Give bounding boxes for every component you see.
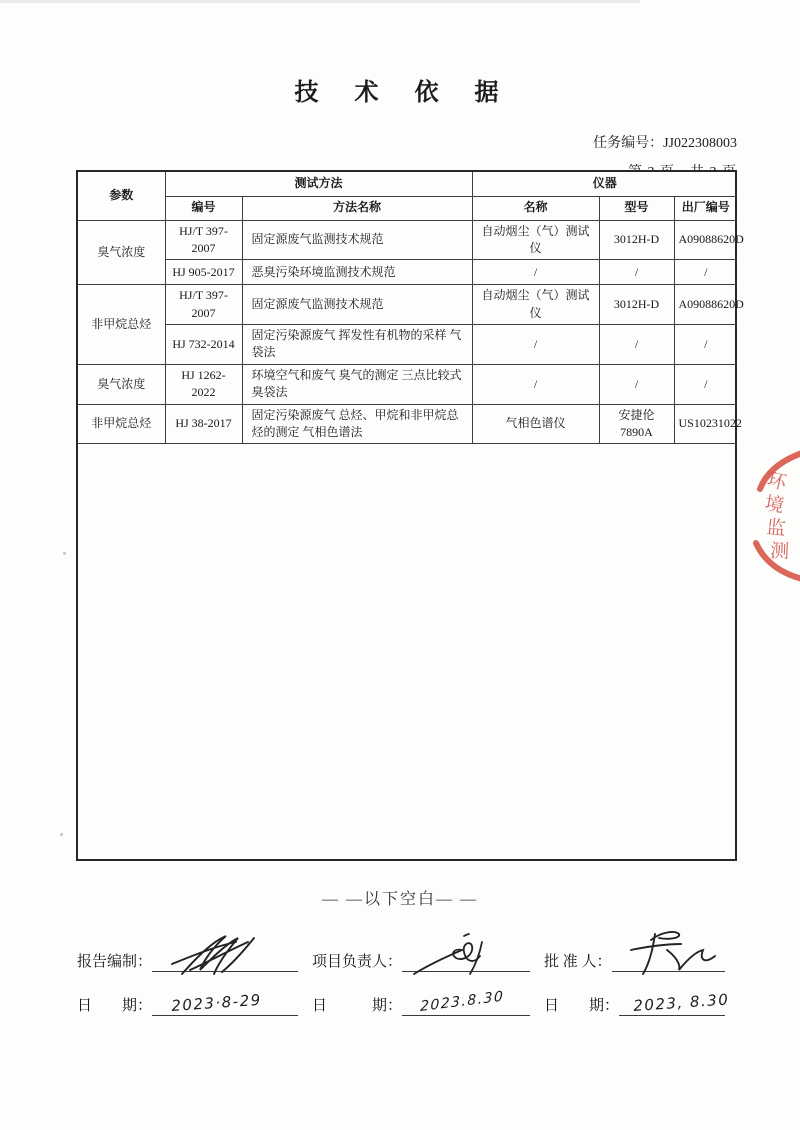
- inst-name-cell: 气相色谱仪: [472, 404, 599, 444]
- handwritten-date: 2023, 8.30: [632, 990, 730, 1015]
- handwritten-date: 2023·8-29: [171, 990, 263, 1015]
- method-no-cell: HJ/T 397-2007: [165, 285, 242, 325]
- date-label: 日 期：: [77, 998, 153, 1014]
- signature-area: [77, 944, 739, 1016]
- project-lead-label: 项目负责人：: [312, 954, 403, 970]
- inst-model-cell: 3012H-D: [599, 220, 674, 260]
- handwritten-signature: [621, 930, 725, 978]
- col-header-inst-model: 型号: [599, 196, 674, 220]
- inst-model-cell: 安捷伦 7890A: [599, 404, 674, 444]
- sign-block-approver: [544, 944, 739, 1016]
- inst-model-cell: /: [599, 260, 674, 285]
- col-header-parameter: 参数: [78, 172, 165, 220]
- method-no-cell: HJ/T 397-2007: [165, 220, 242, 260]
- table-row: [78, 364, 737, 404]
- report-writer-signature-line: [152, 944, 298, 972]
- approver-label: 批 准 人：: [544, 954, 612, 970]
- method-no-cell: HJ 38-2017: [165, 404, 242, 444]
- inst-model-cell: /: [599, 364, 674, 404]
- below-blank-note: — —以下空白— —: [321, 891, 478, 908]
- task-number-label: 任务编号：: [593, 136, 664, 151]
- handwritten-signature: [412, 934, 512, 978]
- date-line: [619, 988, 730, 1016]
- methods-instruments-table: [76, 170, 744, 861]
- date-label: 日 期：: [312, 998, 403, 1014]
- method-no-cell: HJ 1262-2022: [165, 364, 242, 404]
- date-line: [402, 988, 530, 1016]
- sign-block-report-writer: [77, 944, 312, 1016]
- page-title: 技 术 依 据: [294, 80, 506, 106]
- sign-block-project-lead: [312, 944, 544, 1016]
- approver-signature-line: [612, 944, 725, 972]
- stamp-char: 境: [763, 493, 786, 518]
- inst-serial-cell: A09088620D: [674, 285, 737, 325]
- inst-model-cell: 3012H-D: [599, 285, 674, 325]
- method-name-cell: 固定污染源废气 挥发性有机物的采样 气袋法: [242, 325, 472, 365]
- date-label: 日 期：: [544, 998, 620, 1014]
- scan-edge-artifact: [0, 0, 640, 3]
- inst-serial-cell: A09088620D: [674, 220, 737, 260]
- param-cell: 非甲烷总烃: [78, 285, 165, 365]
- project-lead-signature-line: [402, 944, 530, 972]
- inst-name-cell: 自动烟尘（气）测试仪: [472, 220, 599, 260]
- param-cell: 臭气浓度: [78, 220, 165, 285]
- col-header-method-name: 方法名称: [242, 196, 472, 220]
- handwritten-signature: [164, 934, 274, 978]
- inst-name-cell: 自动烟尘（气）测试仪: [472, 285, 599, 325]
- col-header-inst-name: 名称: [472, 196, 599, 220]
- inst-name-cell: /: [472, 364, 599, 404]
- method-name-cell: 固定源废气监测技术规范: [242, 220, 472, 260]
- param-cell: 非甲烷总烃: [78, 404, 165, 444]
- method-name-cell: 固定源废气监测技术规范: [242, 285, 472, 325]
- table-row: [78, 285, 737, 325]
- table-row: [78, 325, 737, 365]
- handwritten-date: 2023.8.30: [419, 988, 505, 1015]
- inst-name-cell: /: [472, 325, 599, 365]
- param-cell: 臭气浓度: [78, 364, 165, 404]
- col-group-instrument: 仪器: [472, 172, 737, 196]
- method-name-cell: 固定污染源废气 总烃、甲烷和非甲烷总烃的测定 气相色谱法: [242, 404, 472, 444]
- scan-speck: [60, 833, 63, 836]
- method-name-cell: 恶臭污染环境监测技术规范: [242, 260, 472, 285]
- scan-speck: [63, 552, 66, 555]
- report-writer-label: 报告编制：: [77, 954, 153, 970]
- task-number-line: [0, 132, 737, 152]
- inst-serial-cell: /: [674, 364, 737, 404]
- inst-serial-cell: /: [674, 260, 737, 285]
- table-row: [78, 404, 737, 444]
- date-line: [152, 988, 298, 1016]
- red-seal-stamp: [742, 447, 800, 587]
- inst-name-cell: /: [472, 260, 599, 285]
- inst-model-cell: /: [599, 325, 674, 365]
- stamp-char: 测: [769, 541, 790, 563]
- method-no-cell: HJ 732-2014: [165, 325, 242, 365]
- method-no-cell: HJ 905-2017: [165, 260, 242, 285]
- inst-serial-cell: US10231022: [674, 404, 737, 444]
- method-name-cell: 环境空气和废气 臭气的测定 三点比较式臭袋法: [242, 364, 472, 404]
- stamp-char: 监: [765, 517, 787, 540]
- col-group-test-method: 测试方法: [165, 172, 472, 196]
- table-row: [78, 260, 737, 285]
- col-header-inst-serial: 出厂编号: [674, 196, 737, 220]
- table-row: [78, 220, 737, 260]
- stamp-char: 环: [764, 469, 789, 495]
- inst-serial-cell: /: [674, 325, 737, 365]
- col-header-method-no: 编号: [165, 196, 242, 220]
- task-number-value: JJ022308003: [663, 136, 737, 151]
